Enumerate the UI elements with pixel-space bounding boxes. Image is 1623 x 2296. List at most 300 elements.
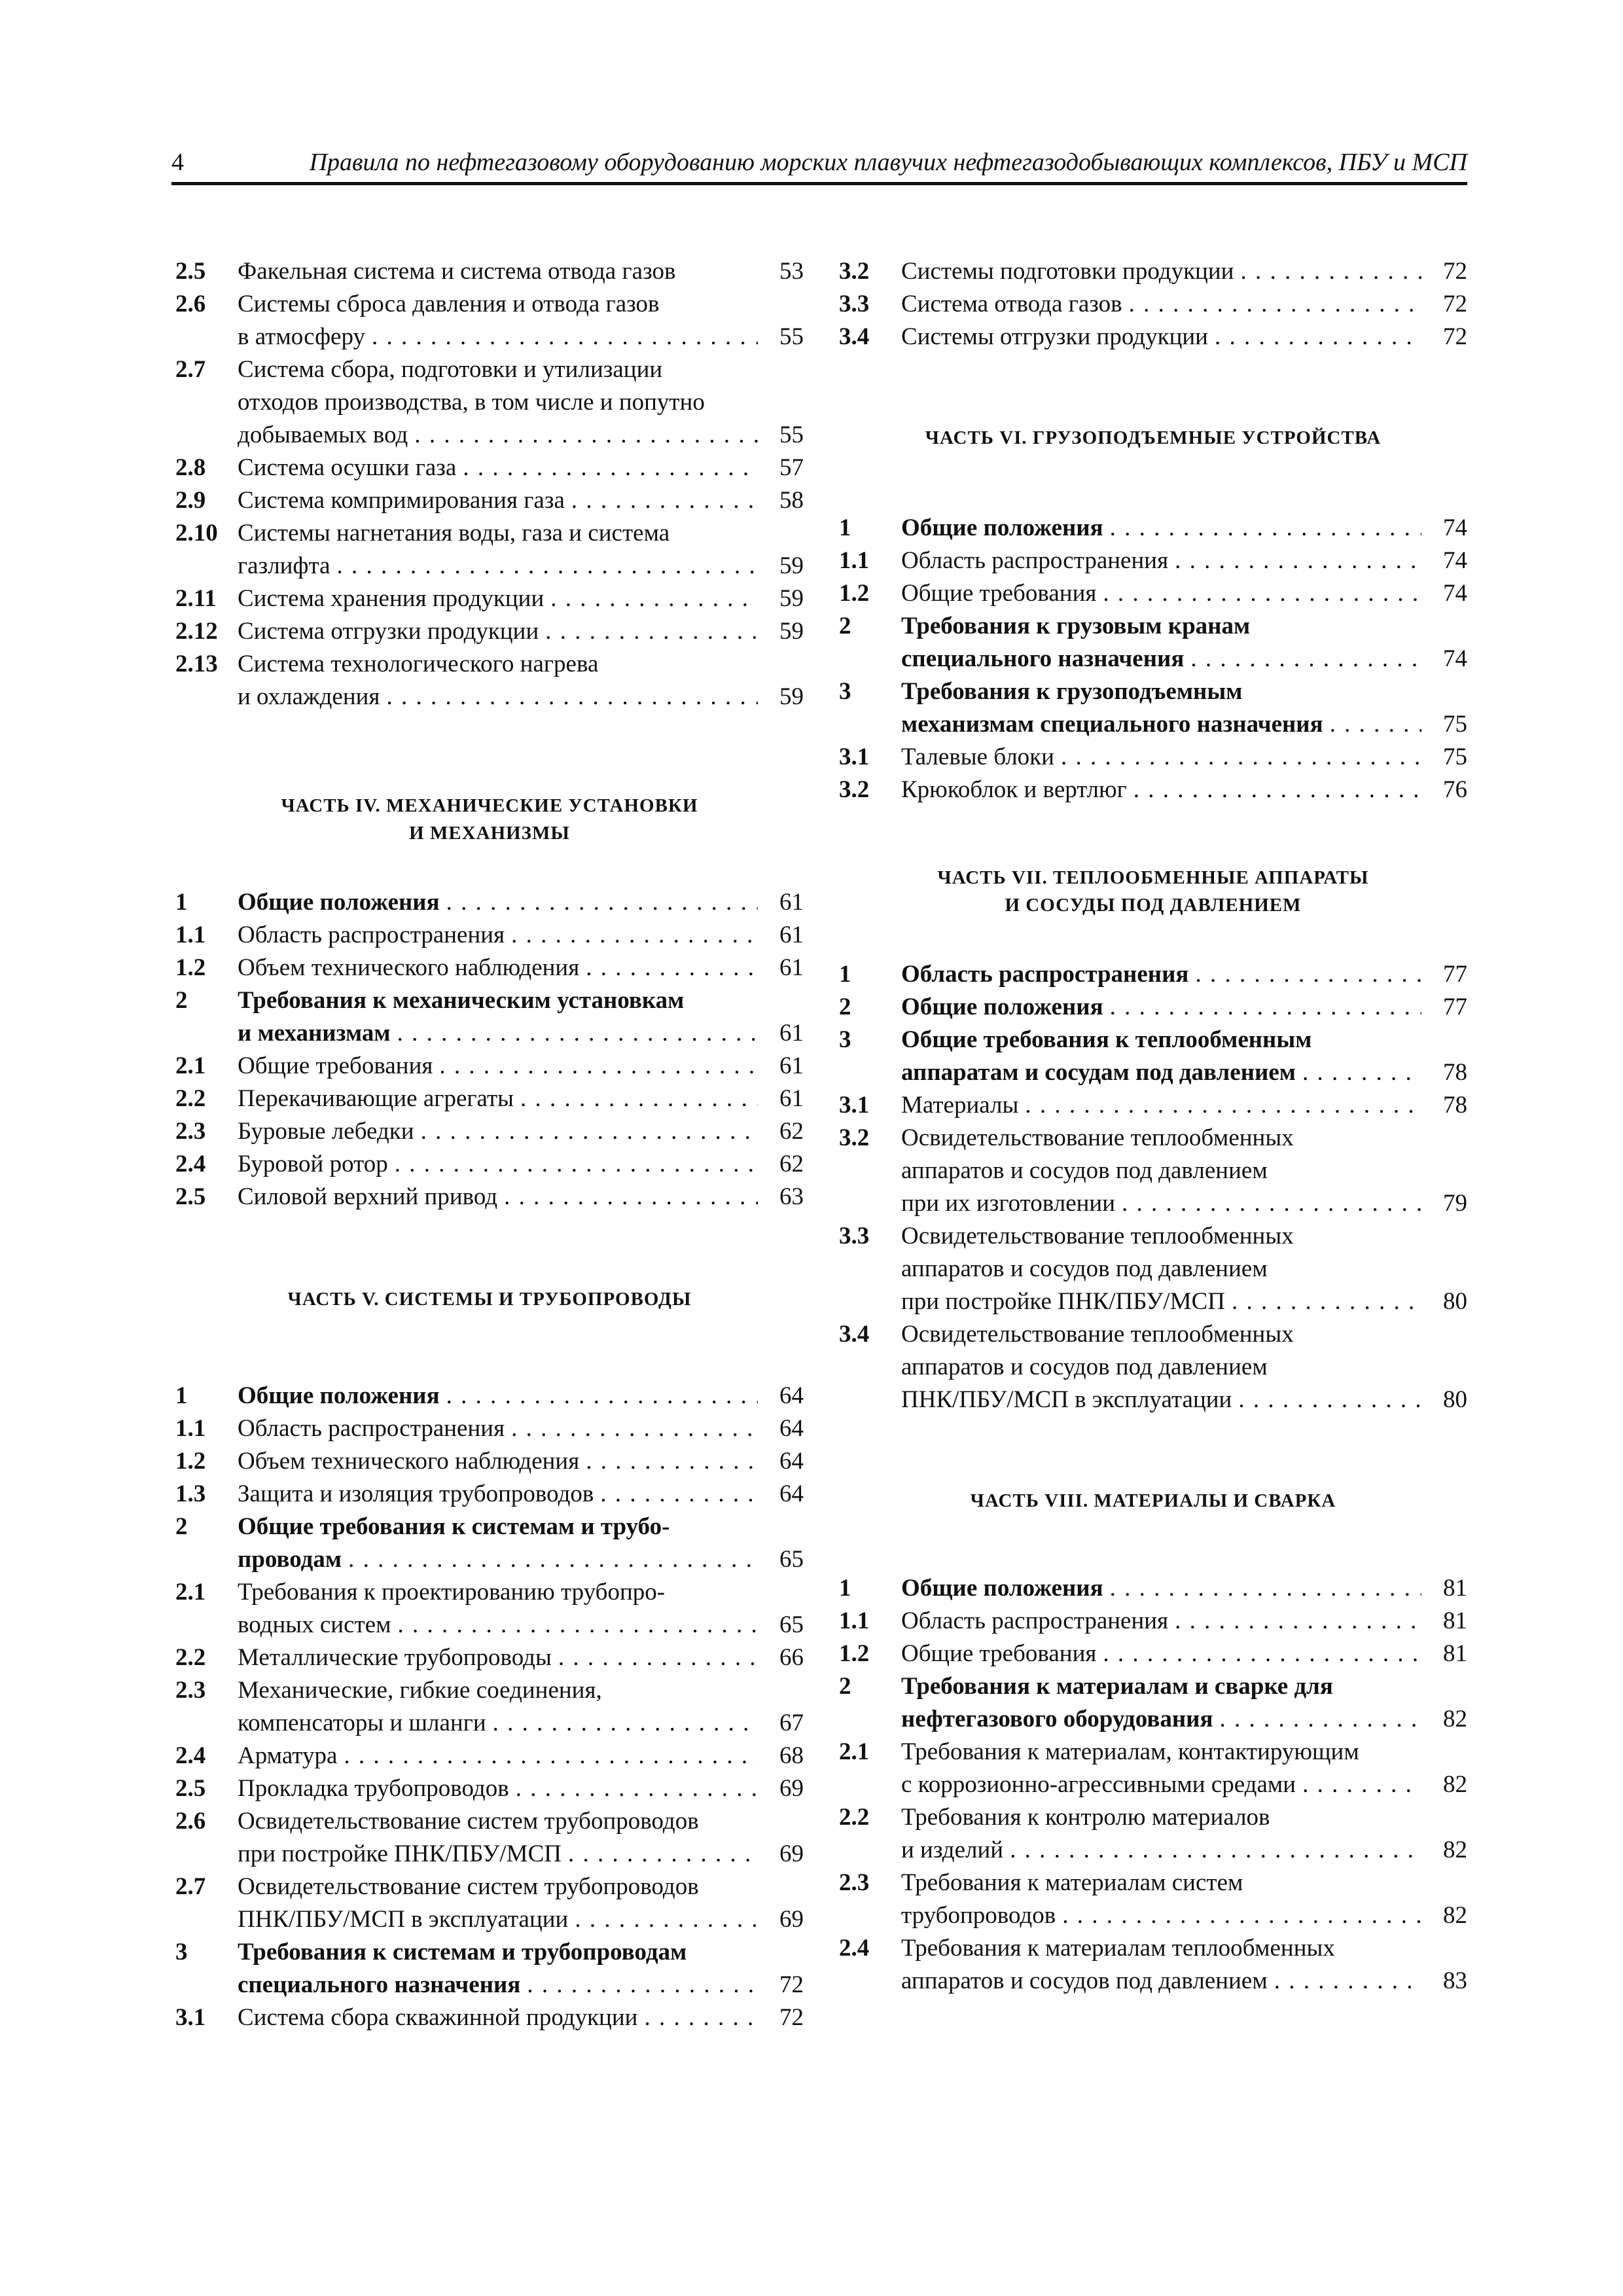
toc-entry[interactable] — [175, 1674, 804, 1740]
toc-entry-line — [901, 1736, 1421, 1768]
toc-entry[interactable] — [839, 1867, 1467, 1932]
toc-entry-page: 55 — [779, 422, 804, 448]
dot-leader — [1302, 1768, 1421, 1801]
toc-entry-number: 1.2 — [839, 1640, 870, 1667]
dot-leader — [511, 1412, 758, 1445]
toc-entry[interactable] — [175, 1871, 804, 1936]
dot-leader — [1175, 1605, 1421, 1638]
dot-leader — [1175, 545, 1421, 577]
toc-entry-title: Системы сброса давления и отвода газов — [238, 291, 660, 317]
toc-entry-page: 79 — [1443, 1190, 1467, 1217]
toc-entry-title: Материалы — [901, 1092, 1019, 1119]
toc-entry-number: 1.3 — [175, 1480, 206, 1507]
toc-entry-title: Крюкоблок и вертлюг — [901, 776, 1127, 803]
toc-entry-line — [238, 1969, 758, 2001]
dot-leader — [1240, 255, 1421, 288]
dot-leader — [493, 1707, 758, 1740]
dot-leader — [414, 419, 758, 452]
toc-entry-line — [238, 1181, 758, 1213]
toc-entry-line — [901, 321, 1421, 353]
toc-entry-page: 82 — [1443, 1706, 1467, 1732]
toc-entry[interactable] — [839, 610, 1467, 675]
dot-leader — [1110, 1572, 1421, 1605]
toc-entry[interactable] — [175, 2001, 804, 2034]
spacer — [839, 806, 1467, 864]
toc-entry-page: 61 — [779, 1052, 804, 1079]
toc-entry-page: 74 — [1443, 514, 1467, 541]
toc-entry-title: Силовой верхний привод — [238, 1183, 498, 1210]
toc-entry-title: Общие положения — [901, 514, 1103, 541]
toc-entry-page: 65 — [779, 1611, 804, 1638]
toc-entry-line — [238, 1903, 758, 1936]
spacer — [175, 1213, 804, 1285]
dot-leader — [397, 1017, 758, 1050]
toc-entry-line — [901, 1605, 1421, 1638]
toc-entry-line — [238, 681, 758, 713]
toc-entry-title: ПНК/ПБУ/МСП в эксплуатации — [901, 1386, 1232, 1413]
toc-entry-title: Общие требования — [901, 580, 1097, 607]
toc-entry[interactable] — [175, 1936, 804, 2001]
toc-entry-page: 83 — [1443, 1967, 1467, 1994]
toc-entry[interactable] — [175, 288, 804, 353]
toc-entry-line — [901, 1899, 1421, 1932]
toc-entry-number: 3.2 — [839, 776, 870, 803]
toc-entry[interactable] — [175, 919, 804, 952]
toc-entry-title: Буровой ротор — [238, 1151, 388, 1177]
toc-entry-number: 3 — [839, 1026, 851, 1053]
toc-entry-line — [901, 1965, 1421, 1998]
toc-entry-title: Талевые блоки — [901, 744, 1054, 770]
toc-entry-number: 1.2 — [175, 1448, 206, 1475]
toc-entry-number: 2.2 — [839, 1804, 870, 1831]
dot-leader — [446, 1380, 758, 1412]
toc-entry-title: Освидетельствование теплообменных — [901, 1124, 1294, 1151]
toc-entry-title: Факельная система и система отвода газов — [238, 258, 676, 285]
toc-entry-line — [238, 1380, 758, 1412]
spacer — [839, 452, 1467, 512]
toc-entry-title: Освидетельствование систем трубопроводов — [238, 1808, 699, 1835]
toc-entry-page: 65 — [779, 1546, 804, 1573]
toc-entry-line — [901, 1572, 1421, 1605]
toc-entry-line — [238, 648, 758, 681]
dot-leader — [568, 1838, 758, 1871]
toc-entry-title: при постройке ПНК/ПБУ/МСП — [238, 1840, 562, 1867]
toc-entry-page: 61 — [779, 922, 804, 948]
toc-entry-title: Требования к материалам теплообменных — [901, 1935, 1335, 1962]
toc-entry-page: 66 — [779, 1644, 804, 1671]
toc-entry-page: 82 — [1443, 1837, 1467, 1863]
toc-entry-number: 2.11 — [175, 585, 217, 612]
toc-entry-line — [901, 1318, 1421, 1351]
toc-entry-title: и охлаждения — [238, 683, 380, 710]
toc-entry-title: водных систем — [238, 1611, 391, 1638]
running-header — [171, 145, 1467, 185]
toc-entry-line — [238, 1707, 758, 1740]
toc-entry-number: 1 — [839, 514, 851, 541]
dot-leader — [1110, 991, 1421, 1024]
toc-entry-number: 2.13 — [175, 651, 218, 677]
toc-entry-page: 53 — [779, 258, 804, 285]
toc-entry-page: 81 — [1443, 1607, 1467, 1634]
dot-leader — [1274, 1965, 1421, 1998]
dot-leader — [421, 1115, 758, 1148]
toc-entry[interactable] — [839, 545, 1467, 577]
toc-entry-number: 2.1 — [175, 1579, 206, 1605]
dot-leader — [1061, 741, 1421, 774]
toc-entry-line — [238, 419, 758, 452]
dot-leader — [545, 615, 758, 648]
dot-leader — [463, 452, 758, 484]
toc-entry-title: Область распространения — [238, 922, 505, 948]
toc-entry[interactable] — [175, 1740, 804, 1772]
toc-entry[interactable] — [175, 452, 804, 484]
part-heading — [839, 424, 1467, 452]
toc-entry-title: специального назначения — [238, 1971, 521, 1998]
toc-entry-title: при их изготовлении — [901, 1190, 1116, 1217]
toc-entry-page: 61 — [779, 954, 804, 981]
toc-entry-title: Общие требования — [901, 1640, 1097, 1667]
toc-entry-number: 2.4 — [175, 1151, 206, 1177]
toc-entry-line — [238, 353, 758, 386]
toc-entry[interactable] — [839, 1089, 1467, 1122]
toc-entry-page: 61 — [779, 1020, 804, 1047]
toc-entry-number: 2.6 — [175, 1808, 206, 1835]
toc-entry-line — [238, 2001, 758, 2034]
toc-entry-number: 2 — [175, 987, 188, 1014]
dot-leader — [1103, 1638, 1421, 1670]
toc-entry-number: 3.1 — [175, 2004, 206, 2031]
toc-entry-number: 2.5 — [175, 1775, 206, 1802]
toc-entry[interactable] — [175, 1641, 804, 1674]
toc-entry-title: Область распространения — [238, 1415, 505, 1442]
toc-entry-number: 2 — [839, 1673, 851, 1700]
toc-entry-page: 72 — [1443, 323, 1467, 350]
toc-entry-line — [901, 1670, 1421, 1703]
toc-entry-title: аппаратов и сосудов под давлением — [901, 1255, 1268, 1282]
toc-entry-line — [238, 984, 758, 1017]
toc-entry-number: 3.4 — [839, 1321, 870, 1348]
toc-entry[interactable] — [839, 1220, 1467, 1318]
dot-leader — [1190, 643, 1421, 675]
toc-entry-number: 1 — [839, 961, 851, 988]
toc-entry-title: Область распространения — [901, 547, 1169, 574]
toc-entry-title: Общие требования к теплообменным — [901, 1026, 1312, 1053]
toc-entry-title: механизмам специального назначения — [901, 711, 1323, 738]
toc-entry-number: 2.3 — [839, 1869, 870, 1896]
toc-entry-line — [901, 1155, 1421, 1187]
toc-entry-page: 62 — [779, 1118, 804, 1145]
toc-entry[interactable] — [175, 1478, 804, 1511]
toc-entry-page: 64 — [779, 1382, 804, 1409]
toc-entry[interactable] — [839, 675, 1467, 741]
toc-entry-title: Арматура — [238, 1742, 338, 1769]
toc-entry-page: 82 — [1443, 1771, 1467, 1798]
toc-entry-line — [238, 1674, 758, 1707]
toc-entry-line — [901, 675, 1421, 708]
toc-entry[interactable] — [839, 991, 1467, 1024]
toc-entry-number: 2.2 — [175, 1085, 206, 1112]
toc-entry[interactable] — [839, 1605, 1467, 1638]
toc-entry-line — [238, 321, 758, 353]
toc-entry-number: 3.2 — [839, 258, 870, 285]
toc-entry-line — [238, 1838, 758, 1871]
toc-entry-line — [901, 255, 1421, 288]
toc-entry-title: Защита и изоляция трубопроводов — [238, 1480, 594, 1507]
toc-entry-title: Объем технического наблюдения — [238, 954, 580, 981]
dot-leader — [1302, 1056, 1421, 1089]
toc-entry-line — [238, 886, 758, 919]
toc-entry[interactable] — [175, 1083, 804, 1115]
toc-entry-line — [238, 583, 758, 615]
part-heading-line: ЧАСТЬ VII. ТЕПЛООБМЕННЫЕ АППАРАТЫ — [937, 867, 1369, 888]
toc-entry-page: 55 — [779, 323, 804, 350]
toc-entry-title: Система отгрузки продукции — [238, 618, 539, 645]
toc-entry-line — [238, 1445, 758, 1478]
toc-entry-page: 64 — [779, 1480, 804, 1507]
toc-entry[interactable] — [175, 952, 804, 984]
toc-entry-title: Требования к механическим установкам — [238, 987, 685, 1014]
toc-entry-number: 3.3 — [839, 1223, 870, 1249]
toc-entry-line — [238, 1412, 758, 1445]
toc-entry-line — [901, 610, 1421, 643]
toc-entry-title: аппаратам и сосудам под давлением — [901, 1059, 1296, 1086]
toc-entry-page: 82 — [1443, 1902, 1467, 1929]
toc-entry[interactable] — [839, 1670, 1467, 1736]
toc-entry-title: Требования к контролю материалов — [901, 1804, 1270, 1831]
toc-entry-number: 2.3 — [175, 1677, 206, 1704]
toc-entry[interactable] — [839, 1024, 1467, 1089]
toc-entry[interactable] — [175, 1412, 804, 1445]
toc-entry[interactable] — [175, 615, 804, 648]
toc-entry-page: 67 — [779, 1710, 804, 1736]
toc-entry[interactable] — [175, 984, 804, 1050]
spacer — [175, 713, 804, 792]
toc-entry-number: 2.8 — [175, 454, 206, 481]
toc-entry[interactable] — [839, 577, 1467, 610]
dot-leader — [558, 1641, 758, 1674]
toc-entry-title: аппаратов и сосудов под давлением — [901, 1354, 1268, 1380]
dot-leader — [1232, 1285, 1421, 1318]
toc-entry-title: Системы подготовки продукции — [901, 258, 1234, 285]
dot-leader — [1238, 1384, 1421, 1416]
toc-entry-line — [238, 1017, 758, 1050]
toc-entry-title: Система компримирования газа — [238, 487, 565, 514]
toc-entry[interactable] — [839, 774, 1467, 806]
toc-entry-title: и изделий — [901, 1837, 1004, 1863]
toc-entry-number: 3 — [839, 678, 851, 705]
toc-entry[interactable] — [175, 1576, 804, 1641]
toc-right-column — [839, 255, 1467, 1998]
toc-entry-line — [238, 1609, 758, 1641]
toc-entry[interactable] — [839, 1736, 1467, 1801]
toc-entry[interactable] — [175, 1181, 804, 1213]
toc-entry-title: Прокладка трубопроводов — [238, 1775, 509, 1802]
toc-entry[interactable] — [175, 1511, 804, 1576]
toc-entry-page: 77 — [1443, 961, 1467, 988]
toc-entry-number: 1 — [175, 889, 188, 916]
toc-entry[interactable] — [175, 353, 804, 452]
toc-entry-page: 81 — [1443, 1640, 1467, 1667]
dot-leader — [398, 1609, 758, 1641]
toc-left-column — [175, 255, 804, 2034]
toc-entry-line — [238, 1511, 758, 1543]
toc-entry-line — [238, 1772, 758, 1805]
toc-entry-number: 2 — [839, 613, 851, 639]
toc-entry-page: 72 — [779, 1971, 804, 1998]
part-heading-line: И СОСУДЫ ПОД ДАВЛЕНИЕМ — [1005, 895, 1302, 916]
spacer — [839, 1515, 1467, 1572]
toc-entry-title: аппаратов и сосудов под давлением — [901, 1967, 1268, 1994]
toc-entry-line — [238, 1936, 758, 1969]
dot-leader — [395, 1148, 758, 1181]
toc-entry[interactable] — [839, 1638, 1467, 1670]
toc-entry-line — [238, 255, 758, 288]
toc-entry[interactable] — [175, 1115, 804, 1148]
toc-entry-title: компенсаторы и шланги — [238, 1710, 486, 1736]
toc-entry-number: 3.4 — [839, 323, 870, 350]
toc-entry-line — [238, 952, 758, 984]
page-number: 4 — [171, 149, 184, 176]
toc-entry-page: 80 — [1443, 1386, 1467, 1413]
toc-entry-line — [901, 1703, 1421, 1736]
toc-entry[interactable] — [839, 1122, 1467, 1220]
toc-entry-title: Требования к грузоподъемным — [901, 678, 1243, 705]
dot-leader — [511, 919, 758, 952]
toc-entry-title: с коррозионно-агрессивными средами — [901, 1771, 1296, 1798]
toc-entry-page: 75 — [1443, 744, 1467, 770]
toc-entry-line — [238, 1148, 758, 1181]
toc-entry[interactable] — [839, 1932, 1467, 1998]
toc-entry-line — [238, 386, 758, 419]
toc-entry-title: добываемых вод — [238, 422, 408, 448]
toc-entry[interactable] — [175, 1445, 804, 1478]
dot-leader — [571, 484, 758, 517]
toc-entry-title: Требования к материалам систем — [901, 1869, 1243, 1896]
toc-entry-page: 57 — [779, 454, 804, 481]
part-heading-line: ЧАСТЬ IV. МЕХАНИЧЕСКИЕ УСТАНОВКИ — [281, 795, 698, 816]
toc-entry-page: 78 — [1443, 1092, 1467, 1119]
toc-entry-line — [901, 1187, 1421, 1220]
toc-entry-page: 59 — [779, 683, 804, 710]
toc-entry[interactable] — [175, 255, 804, 288]
toc-entry-line — [238, 550, 758, 583]
toc-entry[interactable] — [175, 1380, 804, 1412]
dot-leader — [386, 681, 758, 713]
toc-entry-title: Область распространения — [901, 961, 1189, 988]
toc-entry-title: Механические, гибкие соединения, — [238, 1677, 602, 1704]
toc-entry-page: 72 — [1443, 258, 1467, 285]
toc-entry[interactable] — [175, 648, 804, 713]
toc-entry[interactable] — [839, 1801, 1467, 1867]
dot-leader — [550, 583, 758, 615]
dot-leader — [644, 2001, 758, 2034]
toc-entry-page: 74 — [1443, 547, 1467, 574]
toc-entry-title: Объем технического наблюдения — [238, 1448, 580, 1475]
toc-entry-page: 68 — [779, 1742, 804, 1769]
toc-entry-title: специального назначения — [901, 645, 1185, 672]
toc-entry-number: 2.6 — [175, 291, 206, 317]
toc-entry-line — [901, 774, 1421, 806]
dot-leader — [586, 1445, 758, 1478]
toc-entry-number: 3.1 — [839, 1092, 870, 1119]
toc-entry-page: 59 — [779, 585, 804, 612]
toc-entry-title: Общие положения — [901, 1575, 1103, 1602]
toc-entry-line — [238, 1871, 758, 1903]
dot-leader — [1219, 1703, 1421, 1736]
toc-entry-number: 1.2 — [839, 580, 870, 607]
toc-entry-page: 62 — [779, 1151, 804, 1177]
toc-entry[interactable] — [839, 321, 1467, 353]
toc-entry-line — [901, 1122, 1421, 1155]
toc-entry[interactable] — [839, 1572, 1467, 1605]
toc-entry-line — [901, 1932, 1421, 1965]
toc-entry-line — [901, 1285, 1421, 1318]
toc-entry-title: Освидетельствование теплообменных — [901, 1321, 1294, 1348]
toc-entry-line — [901, 1384, 1421, 1416]
toc-entry-line — [901, 958, 1421, 991]
toc-entry[interactable] — [839, 741, 1467, 774]
toc-entry-line — [238, 1050, 758, 1083]
toc-entry[interactable] — [839, 255, 1467, 288]
toc-entry[interactable] — [175, 517, 804, 583]
toc-entry-title: Система осушки газа — [238, 454, 457, 481]
toc-entry-number: 1 — [839, 1575, 851, 1602]
dot-leader — [1215, 321, 1421, 353]
toc-entry-number: 2.2 — [175, 1644, 206, 1671]
toc-entry-line — [901, 545, 1421, 577]
toc-entry-title: Общие требования — [238, 1052, 433, 1079]
toc-entry[interactable] — [175, 886, 804, 919]
toc-entry-title: Требования к материалам и сварке для — [901, 1673, 1333, 1700]
dot-leader — [527, 1969, 758, 2001]
spacer — [839, 1416, 1467, 1487]
toc-entry[interactable] — [839, 512, 1467, 545]
toc-entry-page: 74 — [1443, 580, 1467, 607]
toc-entry[interactable] — [175, 1148, 804, 1181]
toc-entry-number: 2.5 — [175, 258, 206, 285]
toc-entry-line — [238, 484, 758, 517]
toc-entry-line — [238, 1805, 758, 1838]
toc-entry[interactable] — [839, 288, 1467, 321]
dot-leader — [1025, 1089, 1421, 1122]
toc-entry-page: 58 — [779, 487, 804, 514]
toc-entry-page: 69 — [779, 1775, 804, 1802]
toc-entry[interactable] — [175, 484, 804, 517]
toc-entry[interactable] — [839, 958, 1467, 991]
spacer — [175, 847, 804, 886]
toc-entry-line — [901, 512, 1421, 545]
toc-entry-title: и механизмам — [238, 1020, 391, 1047]
toc-entry[interactable] — [175, 1805, 804, 1871]
toc-entry-line — [901, 1638, 1421, 1670]
toc-entry-page: 81 — [1443, 1575, 1467, 1602]
toc-entry-line — [901, 1801, 1421, 1834]
dot-leader — [446, 886, 758, 919]
toc-entry[interactable] — [839, 1318, 1467, 1416]
dot-leader — [1010, 1834, 1421, 1867]
toc-entry[interactable] — [175, 1050, 804, 1083]
toc-entry-number: 2.9 — [175, 487, 206, 514]
dot-leader — [600, 1478, 758, 1511]
toc-entry-line — [238, 1641, 758, 1674]
toc-entry-title: Общие положения — [238, 1382, 440, 1409]
toc-entry-line — [901, 1056, 1421, 1089]
toc-entry[interactable] — [175, 1772, 804, 1805]
toc-entry-title: Требования к грузовым кранам — [901, 613, 1251, 639]
toc-entry-page: 59 — [779, 618, 804, 645]
toc-entry[interactable] — [175, 583, 804, 615]
toc-entry-page: 69 — [779, 1840, 804, 1867]
